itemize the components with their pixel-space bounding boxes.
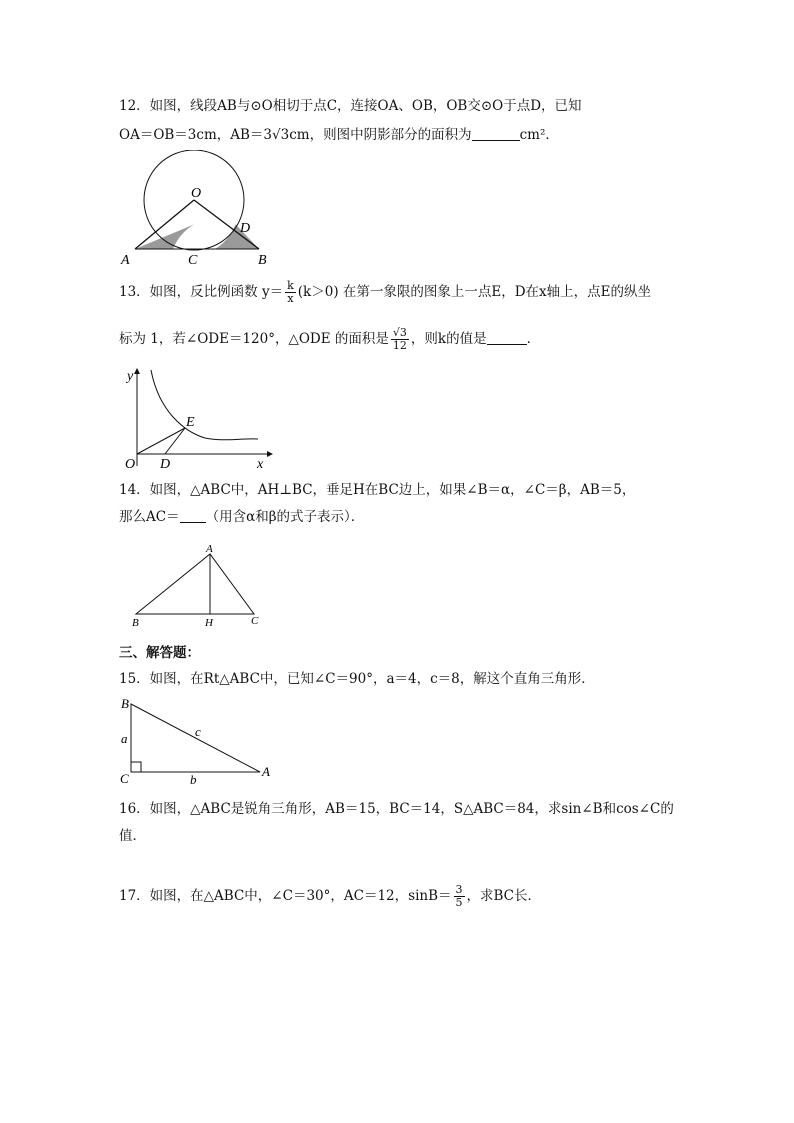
q15-label-c: c [195, 724, 201, 739]
q17-frac-den: 5 [455, 896, 463, 909]
q13-fraction-k-over-x [285, 280, 296, 305]
q12-label-C: C [188, 253, 198, 268]
q13-fraction-area [391, 327, 409, 352]
q12-line1: 12．如图，线段AB与⊙O相切于点C，连接OA、OB，OB交⊙O于点D，已知 [119, 98, 582, 114]
q14-figure [125, 540, 275, 630]
section-heading: 三、解答题： [119, 645, 200, 661]
q13-label-x: x [257, 457, 264, 472]
q17-line1-text: 17．如图，在△ABC中，∠C＝30°，AC＝12，sinB＝ [119, 888, 452, 904]
q12-line2 [119, 126, 559, 144]
q13-frac1-num: k [287, 279, 294, 292]
q17-frac-num: 3 [455, 883, 463, 896]
q13-line2-text: 标为 1，若∠ODE＝120°，△ODE 的面积是 [119, 331, 389, 347]
q15-label-C: C [120, 771, 129, 786]
q13-answer-blank [487, 332, 527, 345]
q12-label-A: A [121, 253, 130, 268]
q13-line1 [119, 279, 651, 305]
q14-label-A: A [206, 543, 213, 555]
q13-line1-text: 13．如图，反比例函数 y＝ [119, 284, 284, 300]
q13-figure [115, 362, 275, 474]
q12-label-B: B [258, 253, 267, 268]
q14-label-C: C [251, 615, 259, 627]
q12-label-D: D [240, 221, 251, 236]
q17-fraction [454, 884, 465, 909]
q14-label-H: H [205, 617, 213, 629]
q14-line2 [119, 508, 364, 526]
q13-label-y: y [127, 369, 134, 384]
q17-line1 [119, 882, 541, 910]
q15-label-a: a [121, 731, 128, 746]
q16-line2: 值． [119, 828, 146, 844]
q15-label-b: b [190, 772, 197, 786]
q14-line2-text: 那么AC＝ [119, 509, 180, 525]
q15-figure [115, 694, 280, 786]
q14-label-B: B [132, 617, 139, 629]
q17-line1-rest: ，求BC长． [466, 888, 542, 904]
q14-line1: 14．如图，△ABC中，AH⊥BC，垂足H在BC边上，如果∠B＝α，∠C＝β，AB＝5， [119, 482, 636, 498]
q13-line2-mid: ，则k的值是 [410, 331, 487, 347]
q12-line2-text: OA＝OB＝3cm，AB＝3√3cm，则图中阴影部分的面积为 [119, 127, 472, 143]
q13-line1-rest: (k＞0) 在第一象限的图象上一点E，D在x轴上，点E的纵坐 [297, 284, 652, 300]
q12-label-O: O [191, 186, 202, 201]
q15-label-B: B [121, 696, 129, 711]
q13-frac1-den: x [287, 292, 294, 305]
q13-label-O: O [125, 457, 136, 472]
q14-line2-rest: （用含α和β的式子表示）． [205, 509, 365, 525]
q13-frac2-den: 12 [392, 339, 407, 352]
q13-line2 [119, 324, 540, 354]
q13-label-D: D [160, 457, 171, 472]
q16-line1: 16．如图，△ABC是锐角三角形，AB＝15，BC＝14，S△ABC＝84，求sin∠B和cos∠C的 [119, 801, 674, 817]
q15-line1: 15．如图，在Rt△ABC中，已知∠C＝90°，a＝4，c＝8，解这个直角三角形． [119, 671, 595, 687]
q13-frac2-num: √3 [392, 326, 407, 339]
q12-answer-blank [472, 128, 520, 141]
q15-label-A: A [262, 764, 270, 779]
q13-line2-end: ． [526, 331, 541, 347]
q14-answer-blank [180, 510, 206, 523]
q12-figure [115, 150, 275, 270]
q13-label-E: E [186, 415, 195, 430]
q12-line2-unit: cm²． [519, 127, 559, 143]
